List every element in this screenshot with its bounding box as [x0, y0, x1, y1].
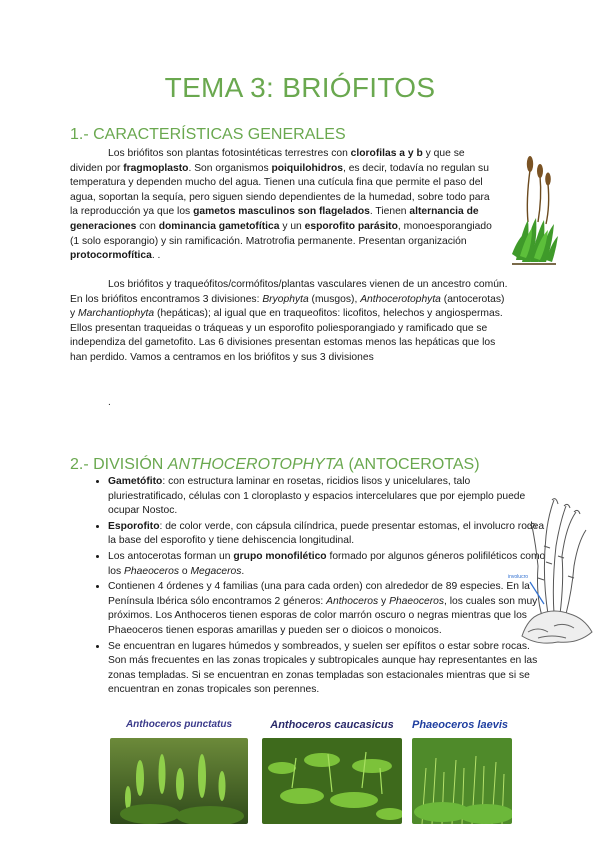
phaeoceros-laevis-photo	[412, 738, 512, 824]
list-item: • Los antocerotas forman un grupo monofilético formado por algunos géneros polifiléticos como los Phaeoceros o Megaceros.	[108, 550, 548, 579]
section-1-paragraph-1: Los briófitos son plantas fotosintéticas terrestres con clorofilas a y b y que se dividen por fragmoplasto. Son organismos poiquilohidros, es decir, todavía no regulan su temperatura y dependen mucho del agua. Tienen una cutícula fina que permite el paso del agua, soportan la sequía, pero siguen siendo dependientes de la humedad, sobre todo para la reproducción ya que los gametos masculinos son flagelados. Tienen alternancia de generaciones con dominancia gametofítica y un esporofito parásito, monoesporangiado (1 solo esporangio) y sin ramificación. Matrotrofia permanente. Presentan organización protocormofítica. .	[70, 148, 492, 262]
section-2-bullet-list	[90, 475, 548, 699]
anthoceros-caucasicus-photo	[262, 738, 402, 824]
page-title: TEMA 3: BRIÓFITOS	[164, 72, 436, 103]
section-1-paragraph-2: Los briófitos y traqueófitos/cormófitos/plantas vasculares vienen de un ancestro común. En los briófitos encontramos 3 divisiones: Bryophyta (musgos), Anthocerotophyta (antocerotas) y Marchantiophyta (hepáticas); al igual que en traqueofitos: licofitos, helechos y angiospermas. Ellos presentan traqueidas o tráqueas y un esporofito poliesporangiado y ramificado que se independiza del gametofito. Las 6 divisiones presentan estomas menos las hepáticas que los han perdido. Vamos a centramos en los briófitos y sus 3 divisiones	[70, 279, 508, 363]
section-1-heading: 1.- CARACTERÍSTICAS GENERALES	[70, 126, 346, 143]
photo-caption-2: Anthoceros caucasicus	[270, 719, 394, 731]
photo-caption-3: Phaeoceros laevis	[411, 719, 508, 731]
stray-period: .	[108, 397, 111, 408]
involucro-label: involucro	[508, 574, 529, 580]
anthoceros-diagram	[508, 486, 596, 650]
moss-illustration	[508, 150, 560, 268]
list-item: • Gametófito: con estructura laminar en rosetas, ricidios lisos y unicelulares, talo pluriestratificado, células con 1 cloroplasto y espacios intercelulares que por ejemplo puede ocupar Nostoc.	[108, 475, 548, 519]
section-2-heading: 2.- DIVISIÓN ANTHOCEROTOPHYTA (ANTOCEROTAS)	[70, 456, 480, 473]
list-item: • Esporofito: de color verde, con cápsula cilíndrica, puede presentar estomas, el involucro rodea la base del esporofito y tiene dehiscencia longitudinal.	[108, 520, 548, 549]
photo-caption-1: Anthoceros punctatus	[125, 719, 233, 730]
list-item: • Se encuentran en lugares húmedos y sombreados, y suelen ser epífitos o estar sobre rocas. Son más frecuentes en las zonas tropicales y subtropicales aunque hay representantes en las zonas templadas. Si se encuentran en zonas templadas son estacionales mientras que si se encuentran en zonas tropicales son perennes.	[108, 640, 548, 698]
list-item: • Contienen 4 órdenes y 4 familias (una para cada orden) con alrededor de 89 especies. En la Península Ibérica sólo encontramos 2 géneros: Anthoceros y Phaeoceros, los cuales son muy próximos. Los Anthoceros tienen esporas de color marrón oscuro o negras mientras que los Phaeoceros tienen esporas amarillas y pueden ser o dioicos o monoicos.	[108, 580, 548, 638]
anthoceros-punctatus-photo	[110, 738, 248, 824]
